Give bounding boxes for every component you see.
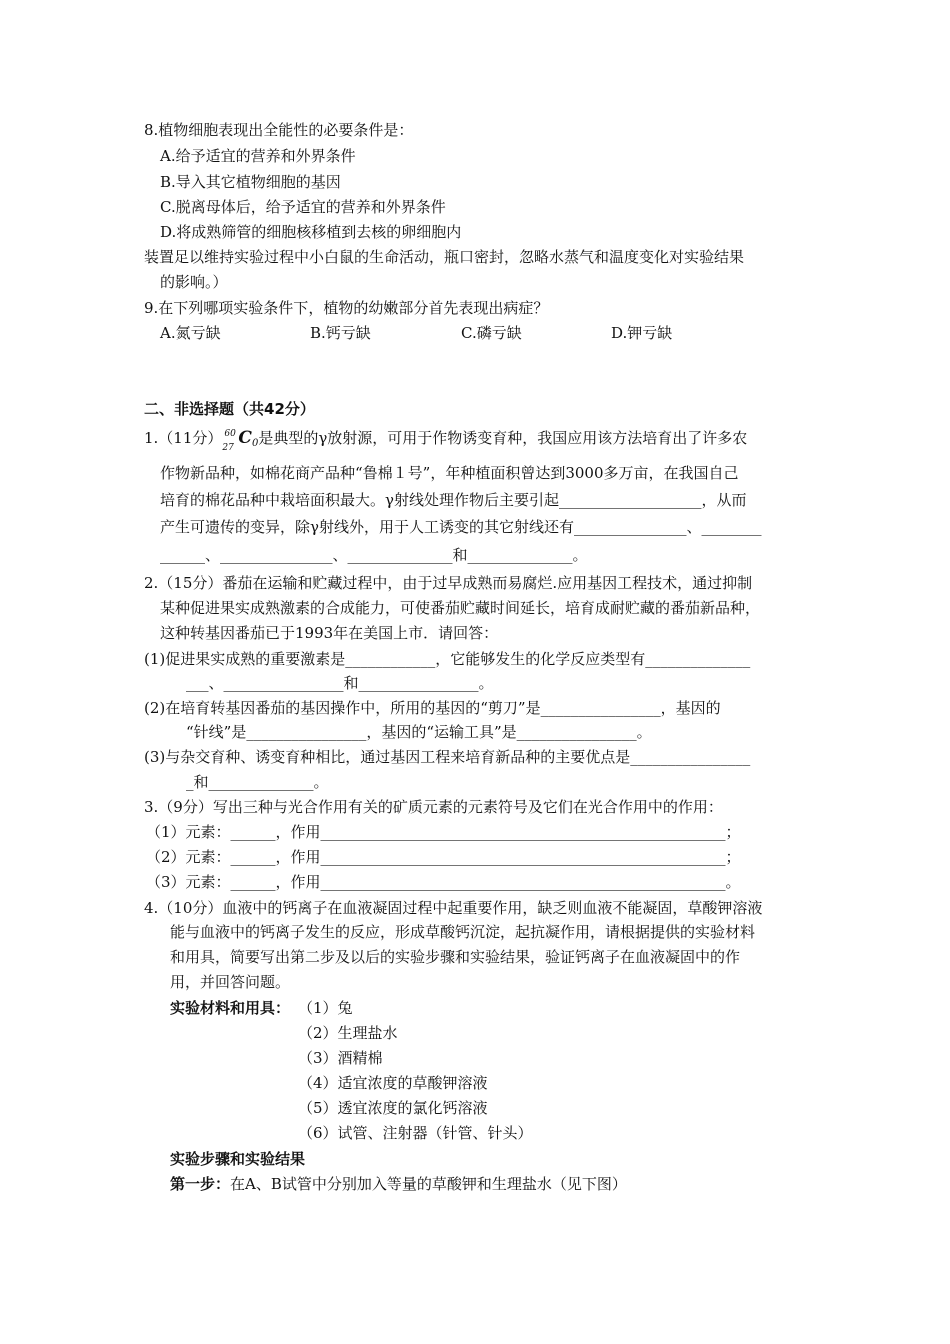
q4-line-2: 能与血液中的钙离子发生的反应，形成草酸钙沉淀，起抗凝作用，请根据提供的实验材料 (170, 923, 756, 941)
material-item: （4）适宜浓度的草酸钾溶液 (298, 1074, 488, 1092)
q1-line-5: ______、_______________、______________和______________。 (160, 546, 588, 564)
q2-line-1: 2.（15分）番茄在运输和贮藏过程中，由于过早成熟而易腐烂.应用基因工程技术，通过抑制 (144, 574, 753, 592)
q2-line-3: 这种转基因番茄已于1993年在美国上市．请回答： (160, 624, 499, 642)
q8-option-a: A.给予适宜的营养和外界条件 (160, 147, 356, 165)
material-item: （2）生理盐水 (298, 1024, 398, 1042)
q1-line-2: 作物新品种，如棉花商产品种“鲁棉１号”，年种植面积曾达到3000多万亩，在我国自己 (160, 464, 739, 482)
q3-row-1: （1）元素：______，作用______________________________________________________； (146, 823, 741, 841)
q1-prefix: 1.（11分） (144, 429, 223, 447)
cobalt-isotope-symbol: 60 27 (222, 429, 236, 453)
q1-line-1: 1.（11分） 60 27 $C_0$是典型的γ放射源，可用于作物诱变育种，我国应用该方法培育出了许多农 (144, 428, 748, 453)
q1-line-3: 培育的棉花品种中栽培面积最大。γ射线处理作物后主要引起___________________，从而 (160, 491, 747, 509)
step-1-text: 在A、B试管中分别加入等量的草酸钾和生理盐水（见下图） (230, 1175, 627, 1193)
q4-line-1: 4.（10分）血液中的钙离子在血液凝固过程中起重要作用，缺乏则血液不能凝固，草酸钾溶液 (144, 899, 763, 917)
material-item: （1）兔 (298, 999, 353, 1017)
q1-line-4: 产生可遗传的变异，除γ射线外，用于人工诱变的其它射线还有_______________、________ (160, 518, 762, 536)
step-1 (170, 1174, 627, 1194)
q2-part-1-a: (1)促进果实成熟的重要激素是____________，它能够发生的化学反应类型有______________ (144, 650, 751, 668)
stray-text-line-2: 的影响。） (160, 273, 228, 291)
q2-line-2: 某种促进果实成熟激素的合成能力，可使番茄贮藏时间延长，培育成耐贮藏的番茄新品种， (160, 599, 761, 617)
q2-part-2-b: “针线”是________________，基因的“运输工具”是________________。 (186, 723, 652, 741)
q8-option-d: D.将成熟筛管的细胞核移植到去核的卵细胞内 (160, 223, 462, 241)
q3-row-2: （2）元素：______，作用______________________________________________________； (146, 848, 741, 866)
steps-label: 实验步骤和实验结果 (170, 1150, 306, 1168)
q9-stem: 9.在下列哪项实验条件下，植物的幼嫩部分首先表现出病症？ (144, 299, 549, 317)
q9-option-a: A.氮亏缺 (160, 324, 221, 342)
stray-text-line-1: 装置足以维持实验过程中小白鼠的生命活动，瓶口密封，忽略水蒸气和温度变化对实验结果 (144, 248, 745, 266)
q4-line-4: 用，并回答问题。 (170, 973, 291, 991)
material-item: （6）试管、注射器（针管、针头） (298, 1124, 533, 1142)
section-2-heading: 二、非选择题（共42分） (144, 400, 315, 418)
q8-option-c: C.脱离母体后，给予适宜的营养和外界条件 (160, 198, 446, 216)
q9-option-c: C.磷亏缺 (461, 324, 522, 342)
q8-stem: 8.植物细胞表现出全能性的必要条件是： (144, 121, 414, 139)
q4-line-3: 和用具，简要写出第二步及以后的实验步骤和实验结果，验证钙离子在血液凝固中的作 (170, 948, 741, 966)
materials-label: 实验材料和用具： (170, 999, 291, 1017)
material-item: （5）透宜浓度的氯化钙溶液 (298, 1099, 488, 1117)
q2-part-1-b: ___、________________和________________。 (186, 674, 494, 692)
q8-option-b: B.导入其它植物细胞的基因 (160, 173, 341, 191)
q2-part-3-a: (3)与杂交育种、诱变育种相比，通过基因工程来培育新品种的主要优点是________________ (144, 748, 751, 766)
material-item: （3）酒精棉 (298, 1049, 383, 1067)
q3-row-3: （3）元素：______，作用______________________________________________________。 (146, 873, 741, 891)
step-1-label: 第一步： (170, 1175, 231, 1193)
q3-stem: 3.（9分）写出三种与光合作用有关的矿质元素的元素符号及它们在光合作用中的作用： (144, 798, 723, 816)
q9-option-d: D.钾亏缺 (611, 324, 673, 342)
q2-part-2-a: (2)在培育转基因番茄的基因操作中，所用的基因的“剪刀”是________________，基因的 (144, 699, 721, 717)
q9-option-b: B.钙亏缺 (310, 324, 371, 342)
q2-part-3-b: _和______________。 (186, 773, 329, 791)
